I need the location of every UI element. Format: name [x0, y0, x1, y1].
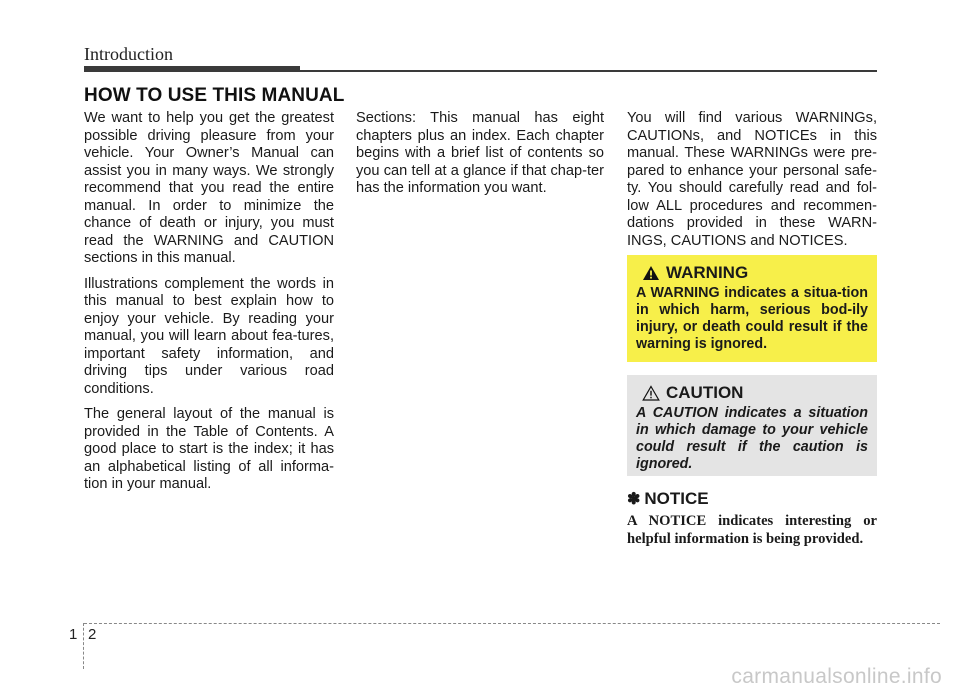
- header-rule-thick: [84, 66, 300, 72]
- caution-title: CAUTION: [666, 383, 744, 402]
- notice-body: A NOTICE indicates interesting or helpful information is being provided.: [627, 513, 877, 547]
- text-column-1: [84, 110, 334, 502]
- section-heading: HOW TO USE THIS MANUAL: [84, 85, 345, 106]
- caution-triangle-icon: [642, 385, 660, 401]
- notice-title: NOTICE: [644, 489, 709, 508]
- warning-title-row: [642, 263, 868, 283]
- text-column-3: [627, 110, 877, 258]
- notice-star-icon: ✽: [627, 491, 641, 508]
- text-column-2: [356, 110, 604, 206]
- paragraph: The general layout of the manual is provided in the Table of Contents. A good place to start is the index; it has an alphabetical listing of all informa-tion in your manual.: [84, 406, 334, 492]
- warning-box: [627, 255, 877, 362]
- page-number: 2: [88, 626, 97, 643]
- notice-heading: [627, 489, 709, 509]
- watermark: carmanualsonline.info: [731, 665, 942, 688]
- paragraph: You will find various WARNINGs, CAUTIONs, and NOTICEs in this manual. These WARNINGs were pre-pared to enhance your personal safe-ty. You should carefully read and fol-low ALL procedures and recommen-dations provided in these WARN-INGS, CAUTIONS and NOTICES.: [627, 110, 877, 249]
- caution-body: A CAUTION indicates a situation in which damage to your vehicle could result if the caution is ignored.: [636, 405, 868, 472]
- chapter-number: 1: [69, 626, 78, 643]
- warning-title: WARNING: [666, 263, 749, 282]
- paragraph: Sections: This manual has eight chapters plus an index. Each chapter begins with a brief list of contents so you can tell at a glance if that chap-ter has the information you want.: [356, 110, 604, 196]
- caution-title-row: [642, 383, 868, 403]
- footer-dashed-divider: [83, 623, 84, 669]
- warning-triangle-icon: [642, 265, 660, 281]
- header-rule-thin: [300, 70, 877, 72]
- footer-dashed-rule: [84, 623, 940, 624]
- paragraph: We want to help you get the greatest possible driving pleasure from your vehicle. Your Owner’s Manual can assist you in many ways. We strongly recommend that you read the entire manual. In order to minimize the chance of death or injury, you must read the WARNING and CAUTION sections in this manual.: [84, 110, 334, 266]
- paragraph: Illustrations complement the words in this manual to best explain how to enjoy your vehicle. By reading your manual, you will learn about fea-tures, important safety information, and driving tips under various road conditions.: [84, 275, 334, 397]
- warning-body: A WARNING indicates a situa-tion in which harm, serious bod-ily injury, or death could result if the warning is ignored.: [636, 285, 868, 352]
- caution-box: [627, 375, 877, 476]
- chapter-title: Introduction: [84, 44, 173, 64]
